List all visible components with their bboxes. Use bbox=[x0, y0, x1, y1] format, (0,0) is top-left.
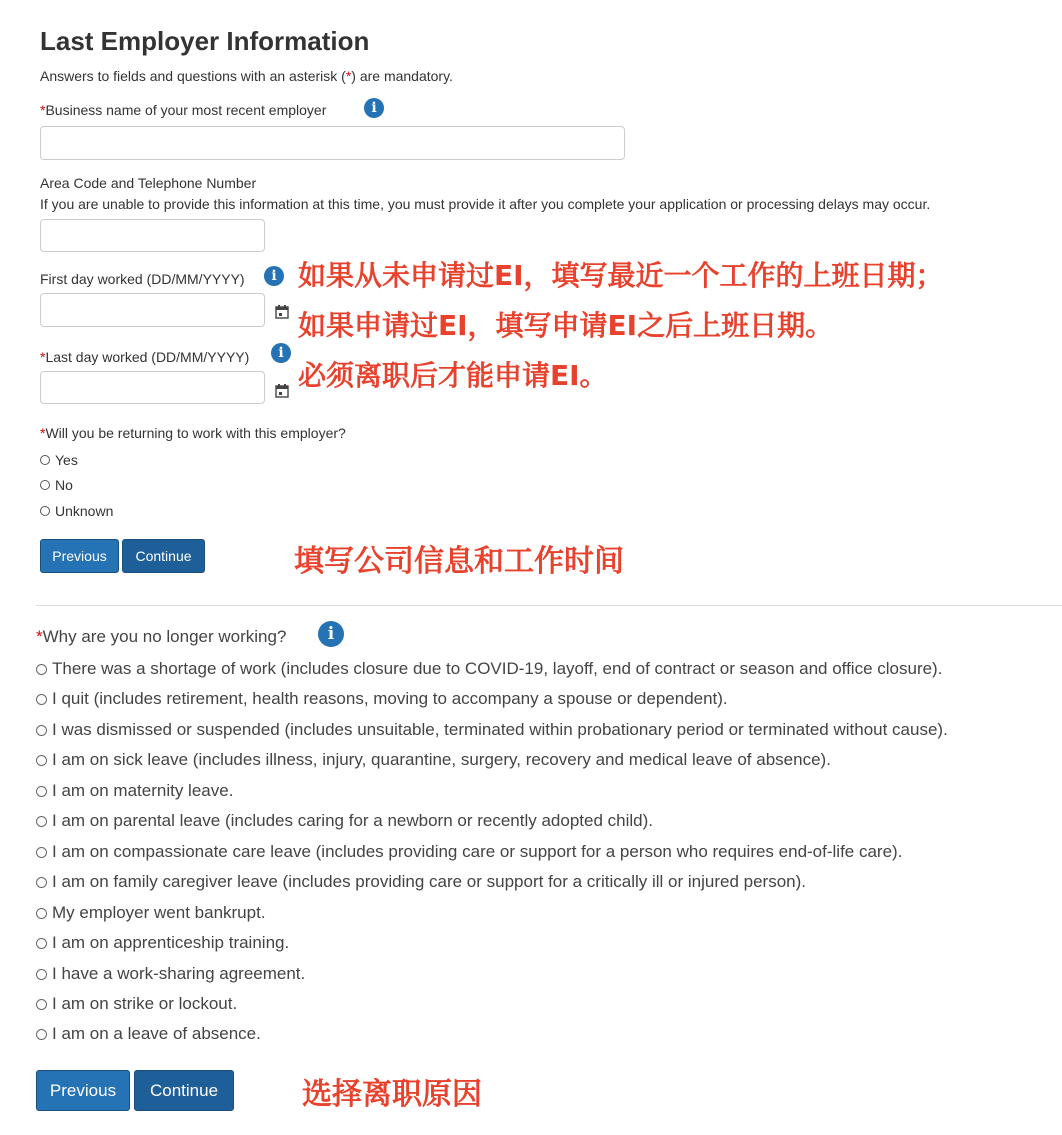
radio-button[interactable] bbox=[36, 999, 47, 1010]
radio-button[interactable] bbox=[36, 969, 47, 980]
radio-label: I was dismissed or suspended (includes unsuitable, terminated within probationary period or terminated without cause). bbox=[52, 720, 948, 739]
radio-label: I am on parental leave (includes caring for a newborn or recently adopted child). bbox=[52, 811, 654, 830]
first-day-label: First day worked (DD/MM/YYYY) bbox=[40, 271, 245, 287]
reason-option[interactable] bbox=[36, 842, 902, 862]
radio-label: There was a shortage of work (includes closure due to COVID-19, layoff, end of contract or season and office closure). bbox=[52, 659, 943, 678]
return-option-yes[interactable] bbox=[40, 452, 78, 468]
continue-button[interactable]: Continue bbox=[134, 1070, 234, 1111]
radio-label: I am on compassionate care leave (includes providing care or support for a person who requires end-of-life care). bbox=[52, 842, 903, 861]
last-day-label bbox=[40, 349, 249, 365]
reason-option[interactable] bbox=[36, 872, 806, 892]
radio-button[interactable] bbox=[40, 455, 50, 465]
return-question-label bbox=[40, 425, 346, 441]
radio-button[interactable] bbox=[40, 480, 50, 490]
mandatory-note-suffix: ) are mandatory. bbox=[351, 68, 453, 84]
radio-label: Unknown bbox=[55, 503, 114, 519]
calendar-icon[interactable] bbox=[275, 305, 289, 319]
reason-option[interactable] bbox=[36, 750, 831, 770]
info-icon[interactable]: i bbox=[271, 343, 291, 363]
radio-button[interactable] bbox=[36, 786, 47, 797]
info-icon[interactable]: i bbox=[318, 621, 344, 647]
date-annotation-line2: 如果申请过EI，填写申请EI之后上班日期。 bbox=[298, 309, 834, 342]
radio-label: I am on apprenticeship training. bbox=[52, 933, 290, 952]
date-annotation-line3: 必须离职后才能申请EI。 bbox=[298, 359, 608, 392]
radio-label: I am on strike or lockout. bbox=[52, 994, 238, 1013]
business-name-label-text: Business name of your most recent employer bbox=[45, 102, 327, 118]
section2-annotation: 选择离职原因 bbox=[302, 1077, 482, 1112]
previous-button[interactable]: Previous bbox=[40, 539, 119, 573]
calendar-icon[interactable] bbox=[275, 384, 289, 398]
reason-option[interactable] bbox=[36, 811, 653, 831]
date-annotation-line1: 如果从未申请过EI，填写最近一个工作的上班日期； bbox=[298, 259, 944, 292]
radio-button[interactable] bbox=[36, 847, 47, 858]
radio-label: No bbox=[55, 477, 73, 493]
required-asterisk: * bbox=[36, 627, 43, 646]
required-asterisk: * bbox=[40, 425, 46, 441]
phone-help-text: If you are unable to provide this information at this time, you must provide it after you complete your application or processing delays may occur. bbox=[40, 196, 931, 212]
reason-option[interactable] bbox=[36, 1024, 261, 1044]
radio-label: My employer went bankrupt. bbox=[52, 903, 266, 922]
radio-label: I am on a leave of absence. bbox=[52, 1024, 261, 1043]
first-day-input[interactable] bbox=[40, 293, 265, 327]
radio-button[interactable] bbox=[36, 755, 47, 766]
info-icon[interactable]: i bbox=[264, 266, 284, 286]
section1-annotation: 填写公司信息和工作时间 bbox=[294, 544, 624, 579]
radio-label: I am on maternity leave. bbox=[52, 781, 234, 800]
radio-label: I have a work-sharing agreement. bbox=[52, 964, 306, 983]
reason-question-label bbox=[36, 627, 286, 647]
radio-button[interactable] bbox=[36, 1029, 47, 1040]
radio-button[interactable] bbox=[36, 908, 47, 919]
required-asterisk: * bbox=[40, 102, 46, 118]
info-icon[interactable]: i bbox=[364, 98, 384, 118]
business-name-input[interactable] bbox=[40, 126, 625, 160]
mandatory-note bbox=[40, 68, 453, 84]
return-option-no[interactable] bbox=[40, 477, 73, 493]
previous-button[interactable]: Previous bbox=[36, 1070, 130, 1111]
continue-button[interactable]: Continue bbox=[122, 539, 205, 573]
reason-option[interactable] bbox=[36, 781, 233, 801]
last-day-label-text: Last day worked (DD/MM/YYYY) bbox=[45, 349, 250, 365]
mandatory-note-star: * bbox=[345, 68, 352, 84]
radio-label: I am on family caregiver leave (includes providing care or support for a critically ill or injured person). bbox=[52, 872, 806, 891]
return-question-text: Will you be returning to work with this employer? bbox=[45, 425, 346, 441]
radio-button[interactable] bbox=[36, 816, 47, 827]
reason-question-text: Why are you no longer working? bbox=[42, 627, 287, 646]
required-asterisk: * bbox=[40, 349, 46, 365]
reason-option[interactable] bbox=[36, 964, 305, 984]
radio-button[interactable] bbox=[36, 725, 47, 736]
return-option-unknown[interactable] bbox=[40, 503, 113, 519]
reason-option[interactable] bbox=[36, 994, 237, 1014]
reason-option[interactable] bbox=[36, 659, 942, 679]
reason-option[interactable] bbox=[36, 720, 948, 740]
radio-button[interactable] bbox=[36, 694, 47, 705]
reason-option[interactable] bbox=[36, 689, 728, 709]
mandatory-note-prefix: Answers to fields and questions with an asterisk ( bbox=[40, 68, 346, 84]
reason-option[interactable] bbox=[36, 933, 289, 953]
reason-option[interactable] bbox=[36, 903, 266, 923]
radio-label: Yes bbox=[55, 452, 78, 468]
radio-button[interactable] bbox=[36, 938, 47, 949]
radio-label: I am on sick leave (includes illness, injury, quarantine, surgery, recovery and medical leave of absence). bbox=[52, 750, 831, 769]
business-name-label bbox=[40, 102, 326, 118]
radio-label: I quit (includes retirement, health reasons, moving to accompany a spouse or dependent). bbox=[52, 689, 728, 708]
radio-button[interactable] bbox=[36, 877, 47, 888]
phone-label: Area Code and Telephone Number bbox=[40, 175, 257, 191]
phone-input[interactable] bbox=[40, 219, 265, 252]
radio-button[interactable] bbox=[40, 506, 50, 516]
last-day-input[interactable] bbox=[40, 371, 265, 404]
page-title: Last Employer Information bbox=[40, 26, 370, 56]
section-divider bbox=[36, 605, 1062, 606]
radio-button[interactable] bbox=[36, 664, 47, 675]
